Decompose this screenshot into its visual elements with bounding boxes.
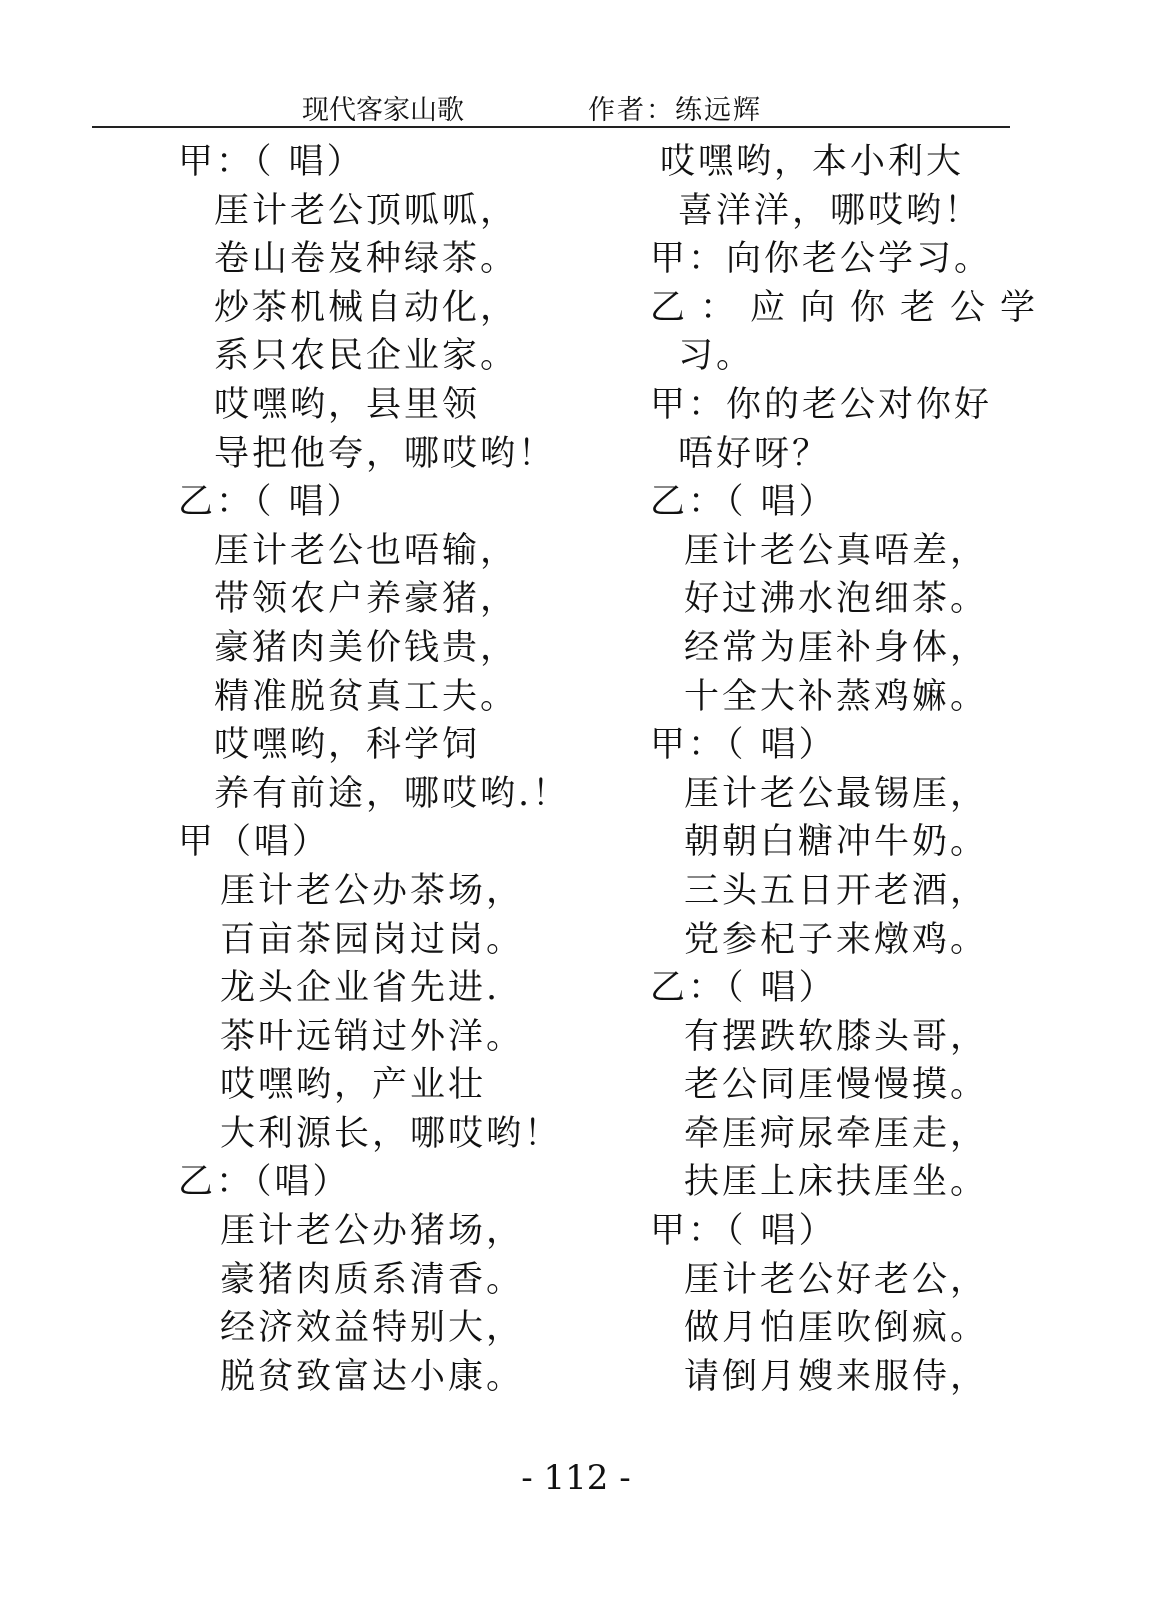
verse-line: 大利源长，哪哎哟！ bbox=[220, 1113, 563, 1154]
verse-line: 厓计老公真唔差， bbox=[684, 530, 989, 571]
dialogue-line: 唔好呀？ bbox=[678, 433, 831, 474]
verse-line: 喜洋洋，哪哎哟！ bbox=[678, 190, 983, 231]
verse-line: 十全大补蒸鸡嫲。 bbox=[684, 676, 989, 717]
verse-line: 哎嘿哟，本小利大 bbox=[660, 142, 965, 182]
verse-line: 扶厓上床扶厓坐。 bbox=[684, 1162, 989, 1203]
speaker-line: 甲：（ 唱） bbox=[650, 725, 837, 766]
verse-line: 哎嘿哟，科学饲 bbox=[214, 725, 481, 766]
speaker-line: 甲（唱） bbox=[178, 822, 331, 863]
verse-line: 养有前途，哪哎哟.！ bbox=[214, 773, 571, 814]
verse-line: 厓计老公办茶场， bbox=[220, 870, 525, 911]
verse-line: 厓计老公办猪场， bbox=[220, 1211, 525, 1252]
verse-line: 经济效益特别大， bbox=[220, 1308, 525, 1349]
verse-line: 三头五日开老酒， bbox=[684, 870, 989, 911]
verse-line: 卷山卷岌种绿茶。 bbox=[214, 239, 519, 280]
verse-line: 经常为厓补身体， bbox=[684, 627, 989, 668]
running-header bbox=[92, 82, 1010, 128]
verse-line: 哎嘿哟，产业壮 bbox=[220, 1065, 487, 1106]
dialogue-line: 甲：向你老公学习。 bbox=[650, 239, 993, 280]
verse-line: 有摆跌软膝头哥， bbox=[684, 1016, 989, 1057]
verse-line: 哎嘿哟，县里领 bbox=[214, 384, 481, 425]
verse-line: 老公同厓慢慢摸。 bbox=[684, 1065, 989, 1106]
author-line: 作者：练远辉 bbox=[588, 95, 762, 126]
book-title: 现代客家山歌 bbox=[302, 95, 464, 126]
verse-line: 茶叶远销过外洋。 bbox=[220, 1016, 525, 1057]
speaker-line: 乙：（ 唱） bbox=[650, 482, 837, 523]
verse-line: 系只农民企业家。 bbox=[214, 336, 519, 377]
speaker-line: 甲：（ 唱） bbox=[178, 142, 365, 182]
speaker-line: 乙：（ 唱） bbox=[178, 482, 365, 523]
verse-line: 百亩茶园岗过岗。 bbox=[220, 919, 525, 960]
verse-line: 炒茶机械自动化， bbox=[214, 287, 519, 328]
right-column bbox=[650, 138, 1051, 1401]
verse-line: 带领农户养豪猪， bbox=[214, 579, 519, 620]
left-column bbox=[178, 138, 578, 1401]
dialogue-line: 乙：应向你老公学 bbox=[650, 287, 1051, 328]
verse-line: 龙头企业省先进. bbox=[220, 968, 501, 1009]
verse-line: 党参杞子来燉鸡。 bbox=[684, 919, 989, 960]
speaker-line: 乙：（唱） bbox=[178, 1162, 351, 1203]
speaker-line: 乙：（ 唱） bbox=[650, 968, 837, 1009]
page-number: - 112 - bbox=[521, 1458, 631, 1498]
verse-line: 豪猪肉美价钱贵， bbox=[214, 627, 519, 668]
verse-line: 做月怕厓吹倒疯。 bbox=[684, 1308, 989, 1349]
verse-line: 请倒月嫂来服侍， bbox=[684, 1356, 989, 1397]
verse-line: 厓计老公好老公， bbox=[684, 1259, 989, 1300]
verse-line: 牵厓疴尿牵厓走， bbox=[684, 1113, 989, 1154]
verse-line: 好过沸水泡细茶。 bbox=[684, 579, 989, 620]
speaker-line: 甲：（ 唱） bbox=[650, 1211, 837, 1252]
verse-line: 厓计老公顶呱呱， bbox=[214, 190, 519, 231]
verse-line: 厓计老公最锡厓， bbox=[684, 773, 989, 814]
verse-line: 精准脱贫真工夫。 bbox=[214, 676, 519, 717]
verse-line: 脱贫致富达小康。 bbox=[220, 1356, 525, 1397]
verse-line: 豪猪肉质系清香。 bbox=[220, 1259, 525, 1300]
verse-line: 朝朝白糖冲牛奶。 bbox=[684, 822, 989, 863]
verse-line: 厓计老公也唔输， bbox=[214, 530, 519, 571]
dialogue-line: 甲：你的老公对你好 bbox=[650, 384, 993, 425]
verse-line: 导把他夸，哪哎哟！ bbox=[214, 433, 557, 474]
dialogue-line: 习。 bbox=[678, 336, 755, 377]
